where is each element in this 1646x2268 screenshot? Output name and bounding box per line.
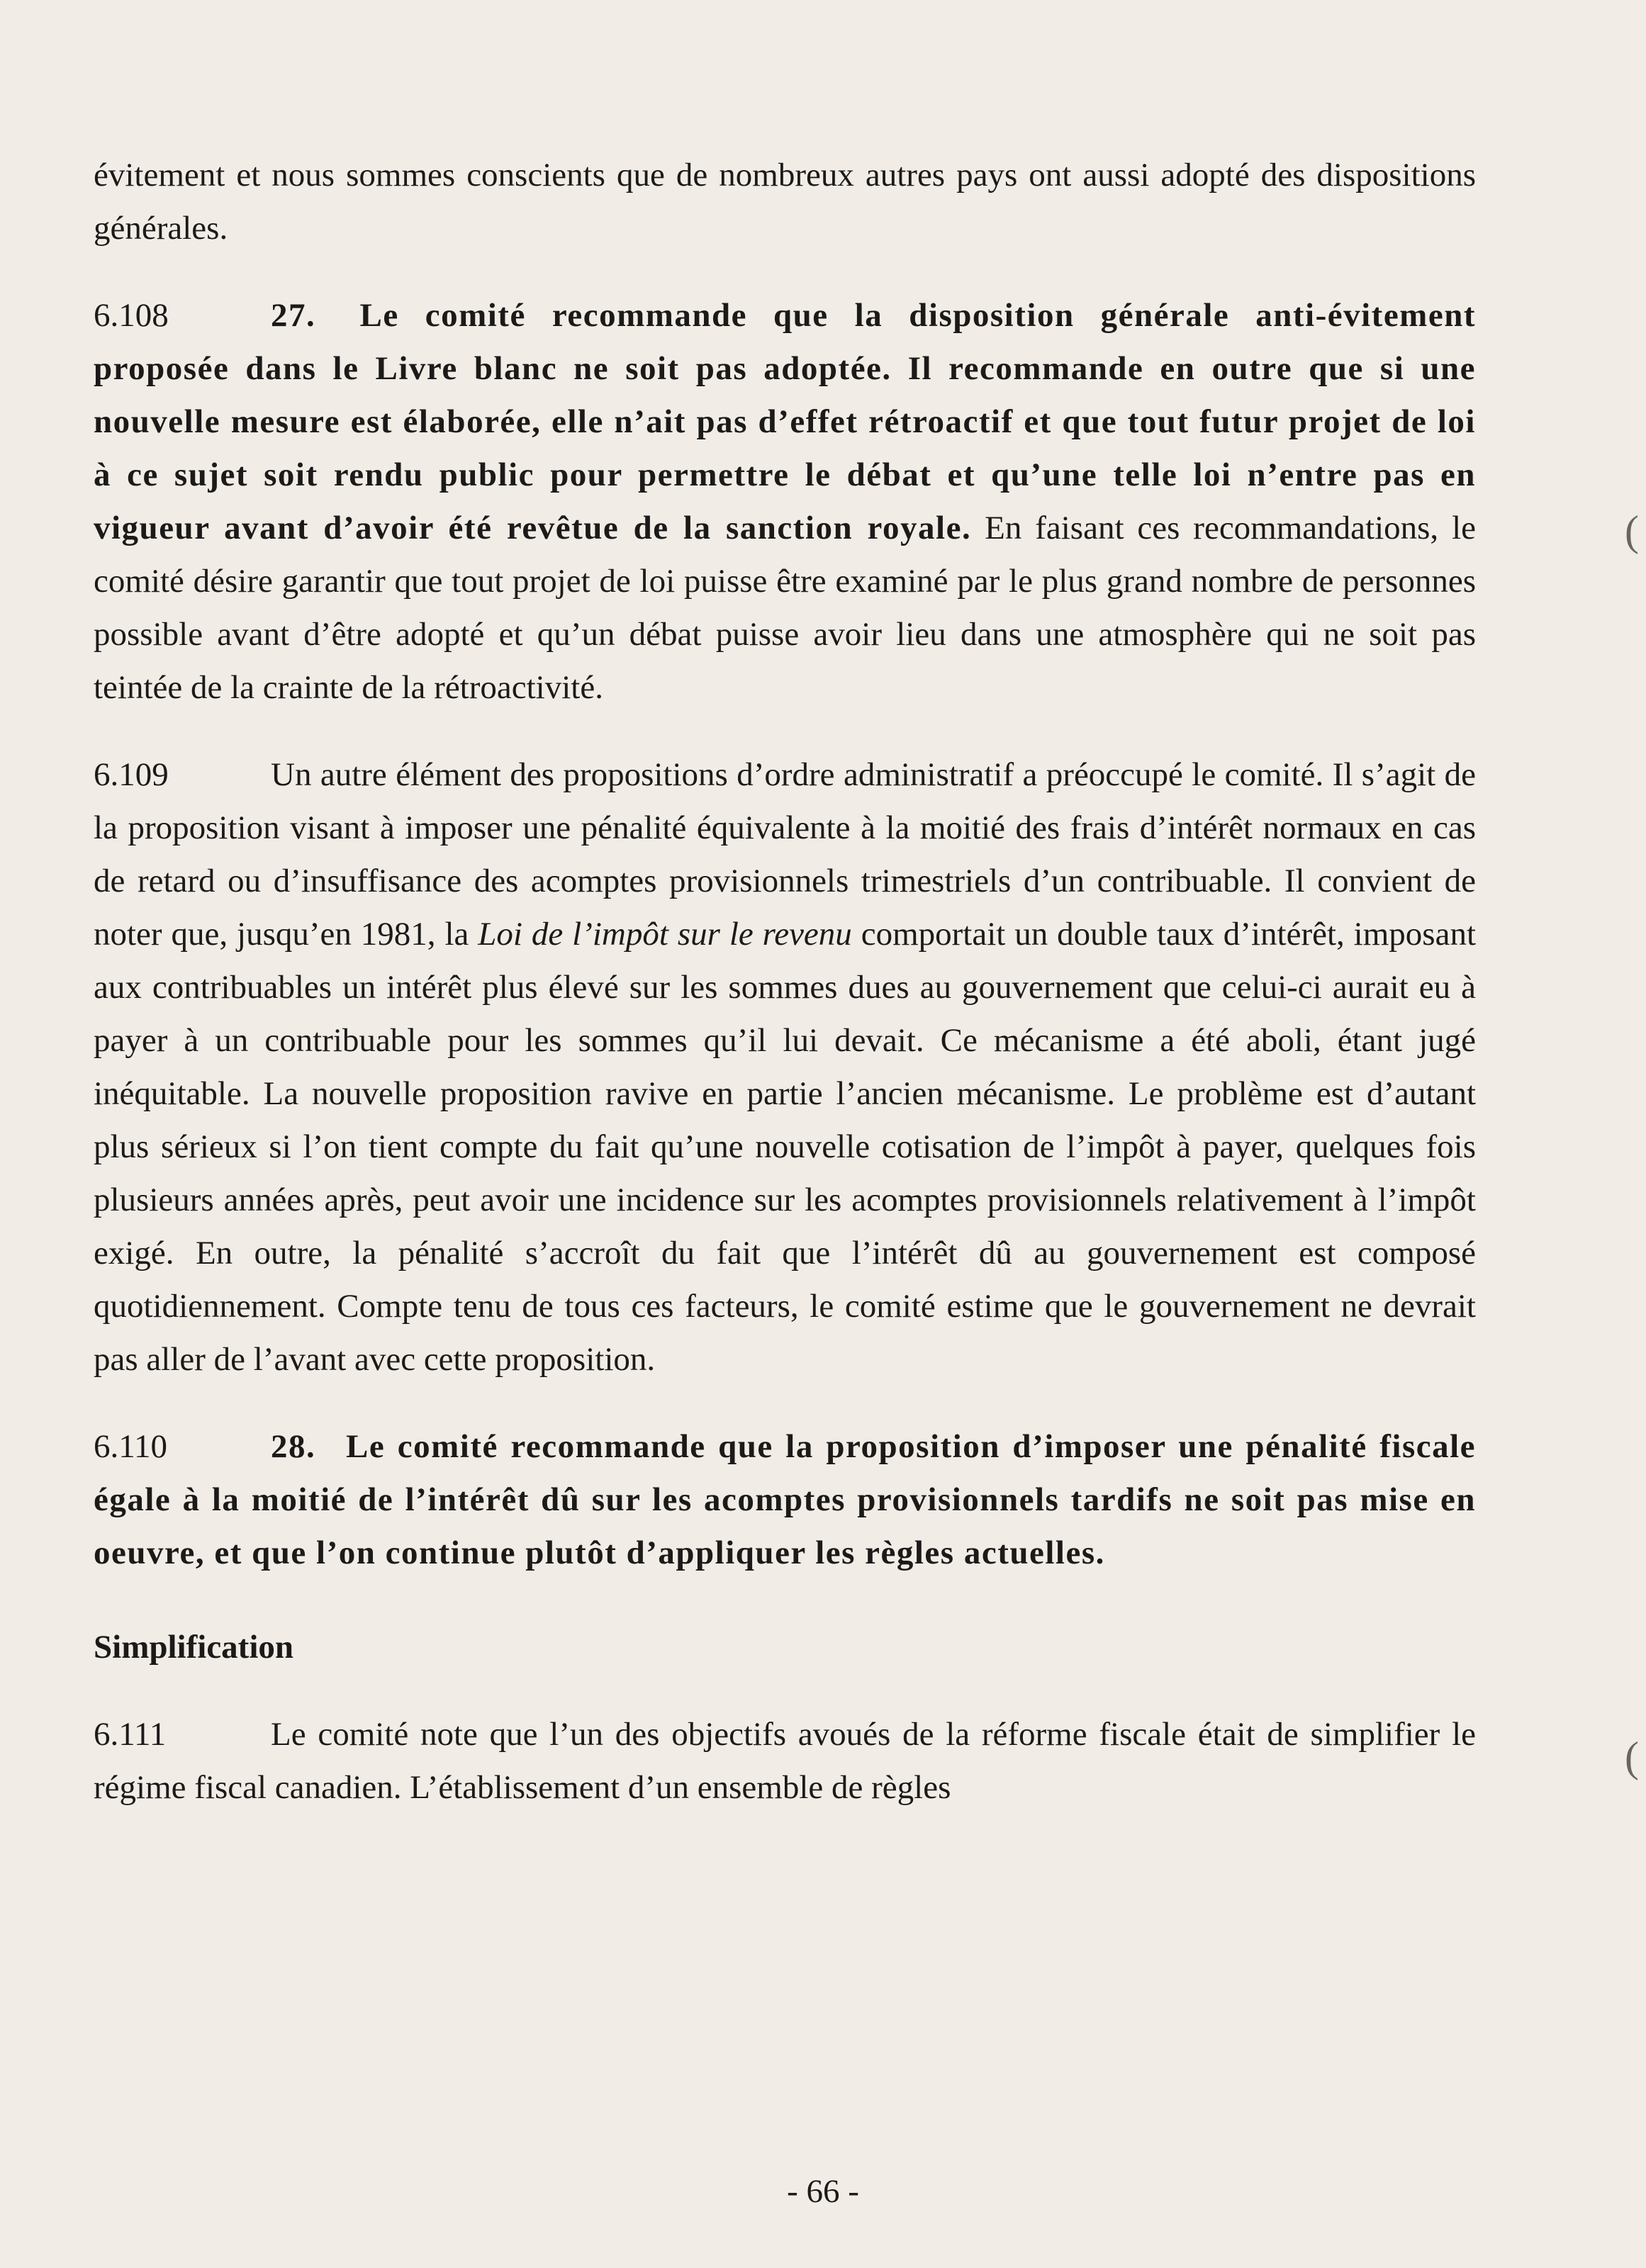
paragraph-text: En faisant ces recommandations, le comité désire garantir que tout projet de loi puisse être examiné par le plus grand nombre de personnes possible avant d’être adopté et qu’un débat puisse avoir lieu dans une atmosphère qui ne soit pas teintée de la crainte de la rétroactivité. bbox=[94, 510, 1476, 706]
paragraph-6-111 bbox=[94, 1708, 1476, 1814]
paragraph-text-continued: comportait un double taux d’intérêt, imposant aux contribuables un intérêt plus élevé sur les sommes dues au gouvernement que celui-ci aurait eu à payer à un contribuable pour les sommes qu’il lui devait. Ce mécanisme a été aboli, étant jugé inéquitable. La nouvelle proposition ravive en partie l’ancien mécanisme. Le problème est d’autant plus sérieux si l’on tient compte du fait qu’une nouvelle cotisation de l’impôt à payer, quelques fois plusieurs années après, peut avoir une incidence sur les acomptes provisionnels relativement à l’impôt exigé. En outre, la pénalité s’accroît du fait que l’intérêt dû au gouvernement est composé quotidiennement. Compte tenu de tous ces facteurs, le comité estime que le gouvernement ne devrait pas aller de l’avant avec cette proposition. bbox=[94, 916, 1476, 1378]
paragraph-number: 6.108 bbox=[94, 297, 169, 334]
recommendation-number: 27. bbox=[271, 297, 316, 334]
statute-title: Loi de l’impôt sur le revenu bbox=[478, 916, 852, 953]
recommendation-text: Le comité recommande que la disposition générale anti-évitement proposée dans le Livre blanc ne soit pas adoptée. Il recommande en outre que si une nouvelle mesure est élaborée, elle n’ait pas d’effet rétroactif et que tout futur projet de loi à ce sujet soit rendu public pour permettre le débat et qu’une telle loi n’entre pas en vigueur avant d’avoir été revêtue de la sanction royale. bbox=[94, 297, 1476, 546]
section-heading: Simplification bbox=[94, 1629, 294, 1666]
page-number: - 66 - bbox=[787, 2173, 859, 2210]
recommendation-text: Le comité recommande que la proposition d’imposer une pénalité fiscale égale à la moitié de l’intérêt dû sur les acomptes provisionnels tardifs ne soit pas mise en oeuvre, et que l’on continue plutôt d’appliquer les règles actuelles. bbox=[94, 1428, 1477, 1571]
paragraph-number: 6.109 bbox=[94, 756, 169, 793]
intro-paragraph: évitement et nous sommes conscients que de nombreux autres pays ont aussi adopté des dispositions générales. bbox=[94, 157, 1476, 247]
margin-bracket-mark: ( bbox=[1625, 507, 1639, 554]
margin-bracket-mark: ( bbox=[1625, 1734, 1639, 1780]
recommendation-number: 28. bbox=[271, 1428, 316, 1465]
paragraph-text: Un autre élément des propositions d’ordre administratif a préoccupé le comité. Il s’agit de la proposition visant à imposer une pénalité équivalente à la moitié des frais d’intérêt normaux en cas de retard ou d’insuffisance des acomptes provisionnels trimestriels d’un contribuable. Il convient de noter que, jusqu’en 1981, la bbox=[94, 756, 1476, 953]
paragraph-6-109 bbox=[94, 748, 1476, 1386]
paragraph-6-110 bbox=[94, 1420, 1476, 1580]
paragraph-text: Le comité note que l’un des objectifs avoués de la réforme fiscale était de simplifier le régime fiscal canadien. L’établissement d’un ensemble de règles bbox=[94, 1716, 1476, 1806]
paragraph-number: 6.110 bbox=[94, 1428, 168, 1465]
paragraph-6-108 bbox=[94, 289, 1476, 714]
paragraph-number: 6.111 bbox=[94, 1716, 167, 1753]
